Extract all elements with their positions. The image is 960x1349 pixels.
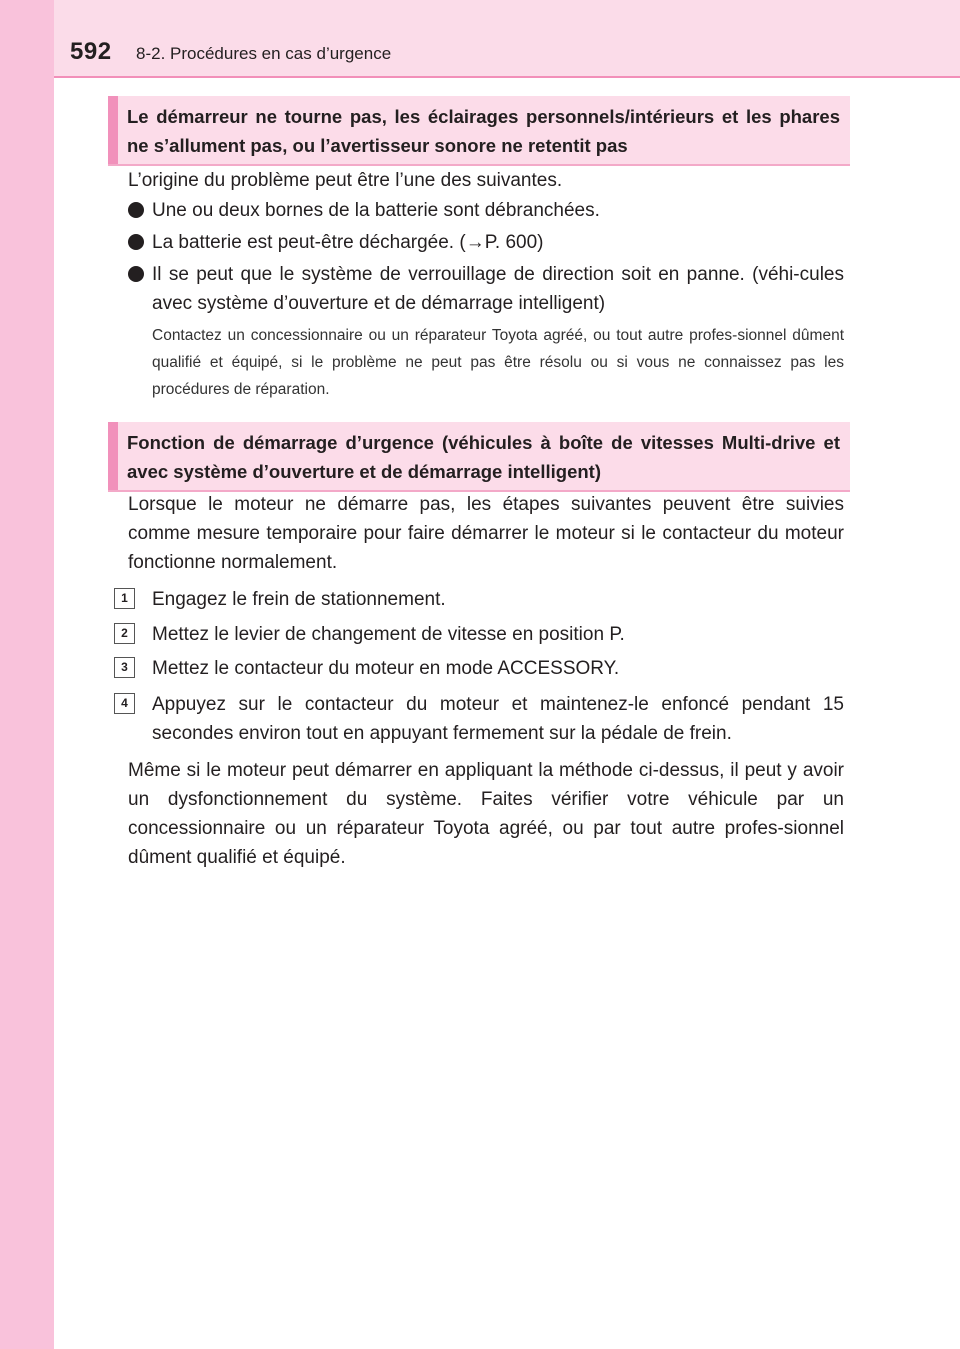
section-title: 8-2. Procédures en cas d’urgence [136, 44, 392, 63]
step-item [114, 654, 844, 683]
section2-heading [108, 422, 850, 492]
heading-accent-bar [108, 422, 118, 490]
section2-intro: Lorsque le moteur ne démarre pas, les étapes suivantes peuvent être suivies comme mesure temporaire pour faire démarrer le moteur si le contacteur du moteur fonctionne normalement. [128, 494, 844, 573]
bullet-icon [128, 202, 144, 218]
step-number-badge: 2 [114, 623, 135, 644]
section1-intro: L’origine du problème peut être l’une des suivantes. [128, 170, 563, 191]
bullet-icon [128, 234, 144, 250]
step-number-badge: 4 [114, 693, 135, 714]
bullet-item [128, 228, 844, 257]
bullet-item [128, 260, 844, 318]
bullet-item [128, 196, 844, 225]
step-text: Mettez le levier de changement de vitesse en position P. [152, 624, 625, 645]
step-number-badge: 1 [114, 588, 135, 609]
step-text: Engagez le frein de stationnement. [152, 589, 446, 610]
section2-closing: Même si le moteur peut démarrer en appliquant la méthode ci-dessus, il peut y avoir un dysfonctionnement du système. Faites vérifier votre véhicule par un concessionnaire ou un réparateur Toyota agréé, ou par tout autre profes-sionnel dûment qualifié et équipé. [128, 760, 844, 868]
step-item [114, 585, 844, 614]
step-item [114, 690, 844, 748]
bullet-text: Une ou deux bornes de la batterie sont débranchées. [152, 200, 600, 221]
header-divider [54, 76, 960, 78]
step-number-badge: 3 [114, 657, 135, 678]
bullet-icon [128, 266, 144, 282]
section1-heading [108, 96, 850, 166]
section1-heading-text: Le démarreur ne tourne pas, les éclairages personnels/intérieurs et les phares ne s’allument pas, ou l’avertisseur sonore ne retentit pas [127, 106, 840, 156]
step-text: Mettez le contacteur du moteur en mode ACCESSORY. [152, 658, 620, 679]
section2-heading-text: Fonction de démarrage d’urgence (véhicules à boîte de vitesses Multi-drive et avec système d’ouverture et de démarrage intelligent) [127, 432, 840, 482]
heading-accent-bar [108, 96, 118, 164]
bullet-text: La batterie est peut-être déchargée. (→P. 600) [152, 232, 544, 253]
side-tab-band [0, 0, 54, 1349]
step-text: Appuyez sur le contacteur du moteur et maintenez-le enfoncé pendant 15 secondes environ tout en appuyant fermement sur la pédale de frein. [152, 694, 844, 744]
section1-note: Contactez un concessionnaire ou un réparateur Toyota agréé, ou tout autre profes-sionnel dûment qualifié et équipé, si le problème ne peut pas être résolu ou si vous ne connaissez pas les procédures de réparation. [152, 327, 844, 398]
step-item [114, 620, 844, 649]
page-number: 592 [70, 38, 112, 65]
bullet-text: Il se peut que le système de verrouillage de direction soit en panne. (véhi-cules avec système d’ouverture et de démarrage intelligent) [152, 264, 844, 314]
header-band [54, 0, 960, 78]
